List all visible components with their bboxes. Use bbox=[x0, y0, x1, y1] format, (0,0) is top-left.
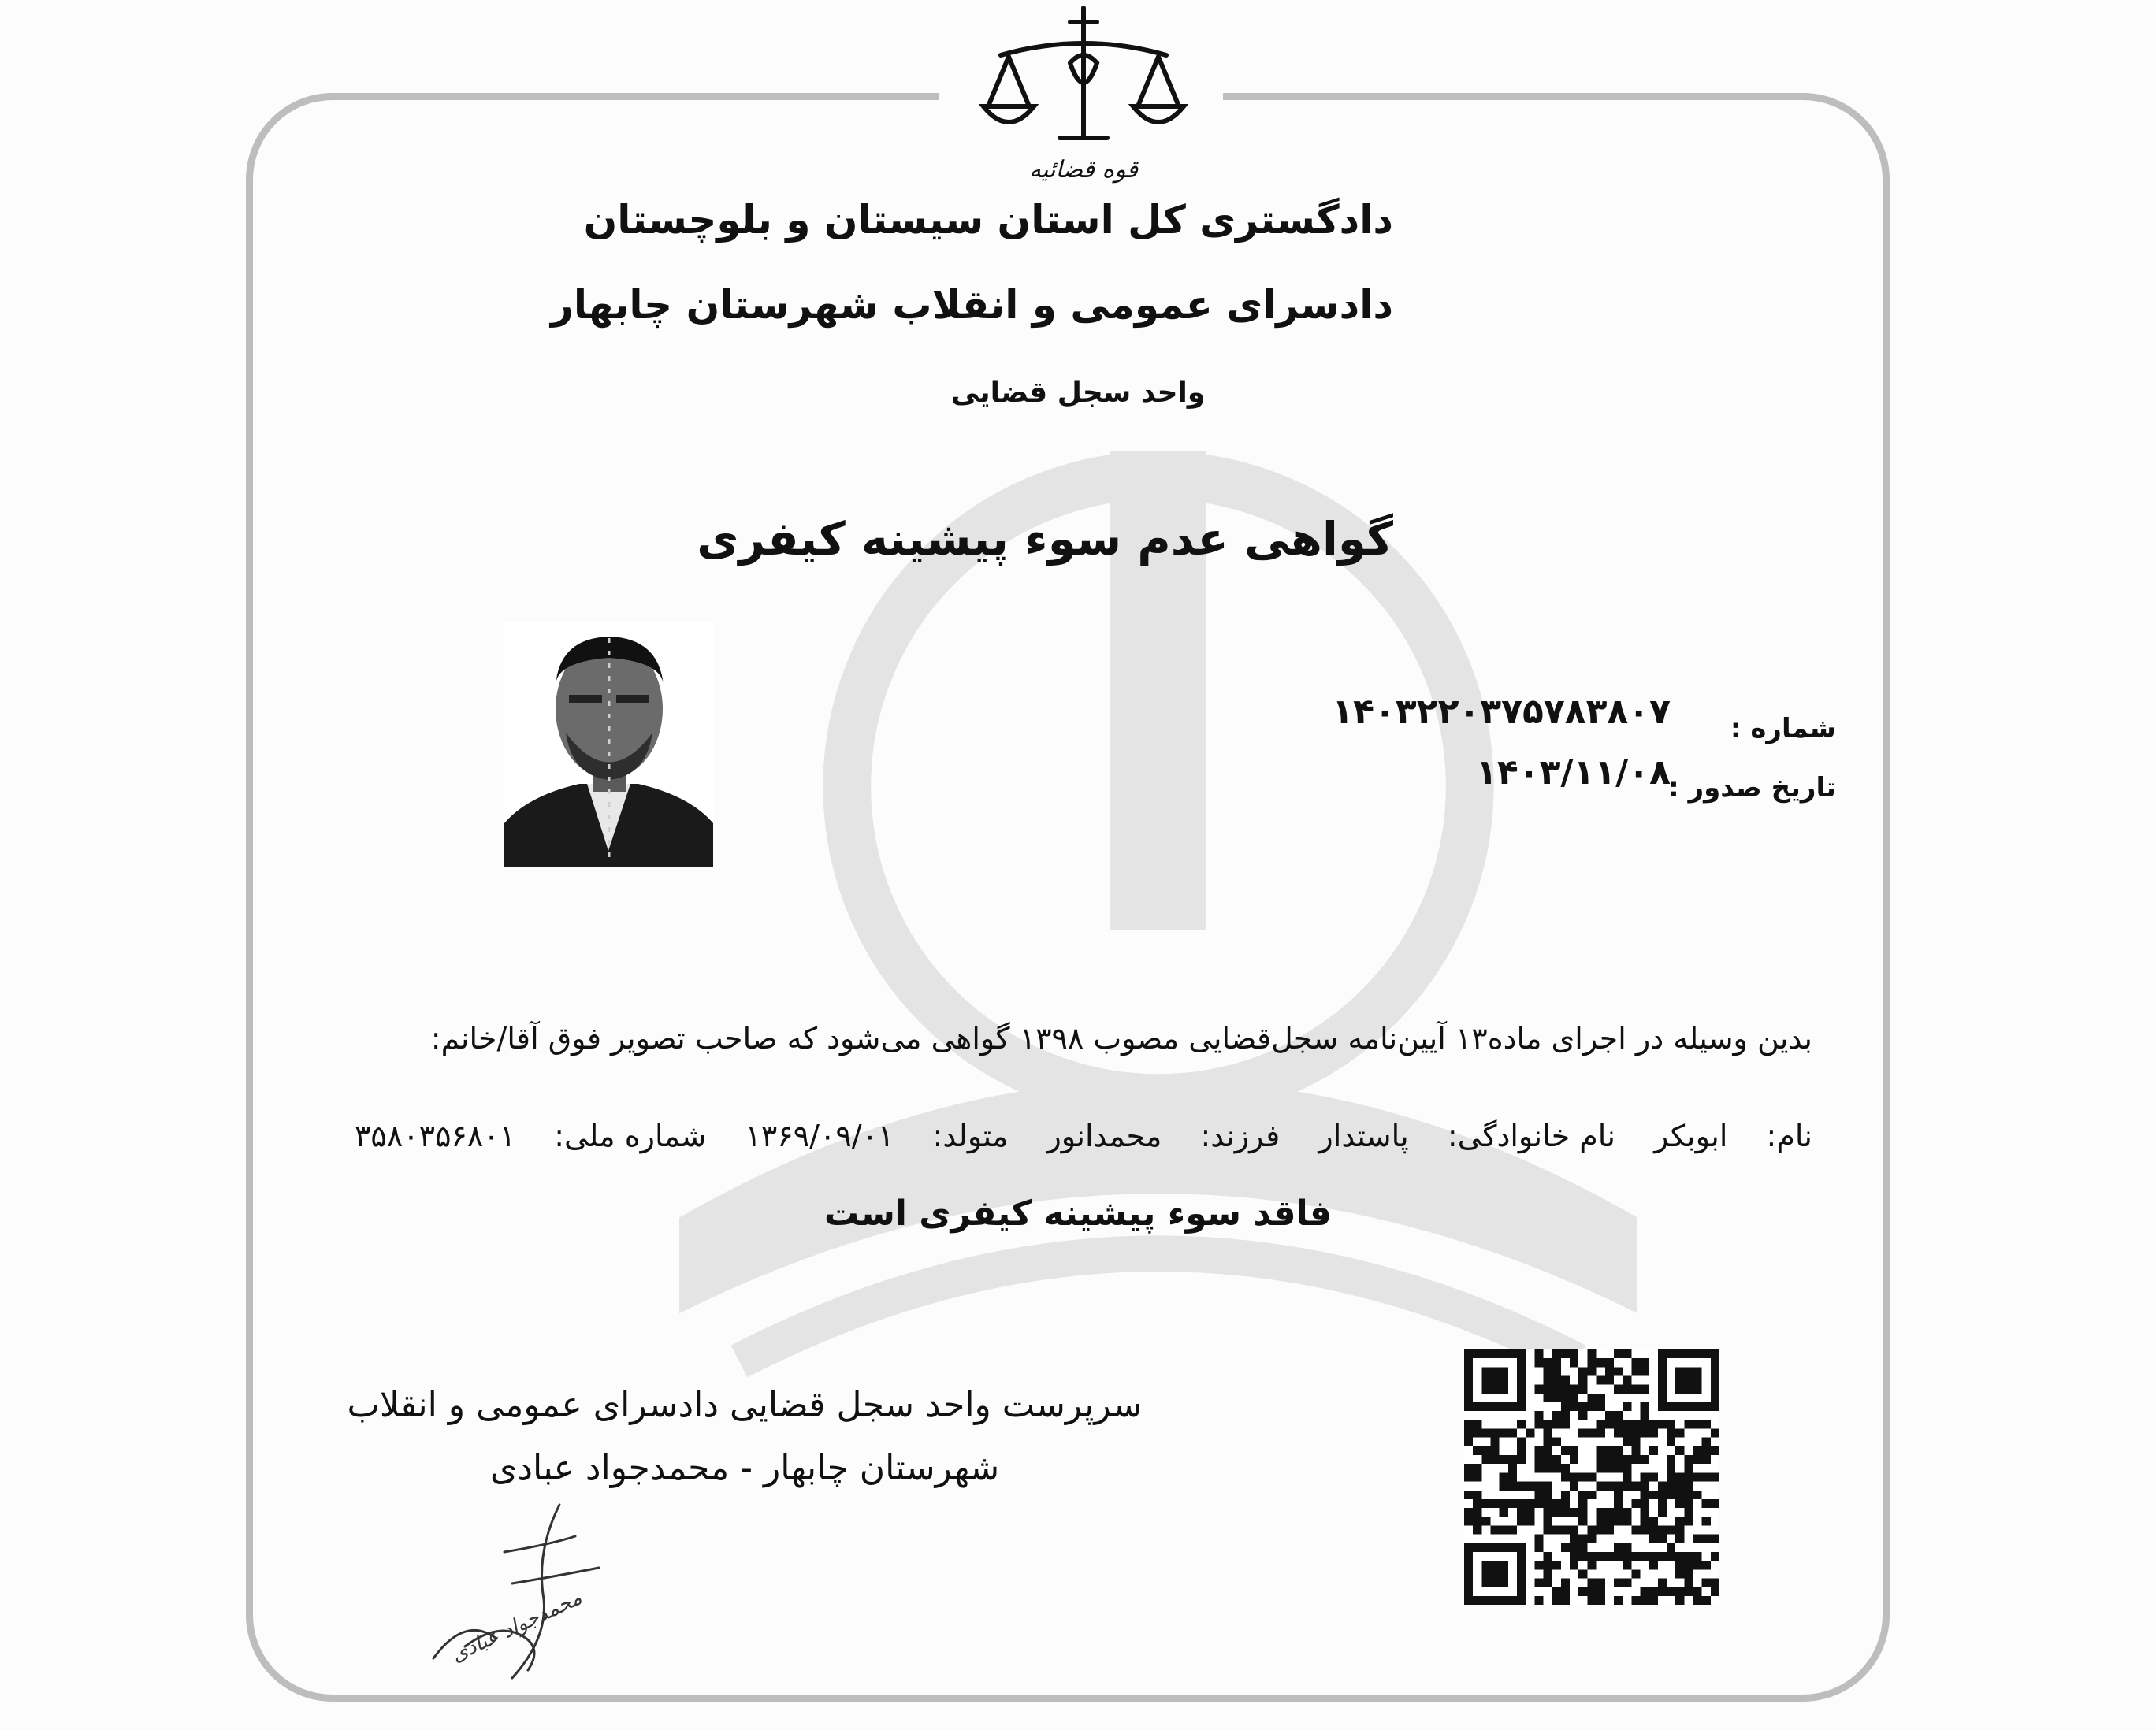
number-value: ۱۴۰۳۲۲۰۳۷۵۷۸۳۸۰۷ bbox=[1332, 692, 1671, 732]
name-label: نام: bbox=[1766, 1119, 1812, 1153]
qr-code-icon[interactable] bbox=[1464, 1347, 1719, 1607]
father-label: فرزند: bbox=[1200, 1119, 1281, 1153]
prosecutor-office: دادسرای عمومی و انقلاب شهرستان چابهار bbox=[551, 282, 1393, 328]
born-label: متولد: bbox=[932, 1119, 1009, 1153]
holder-photo bbox=[504, 622, 713, 867]
national-id-value: ۳۵۸۰۳۵۶۸۰۱ bbox=[355, 1119, 516, 1153]
signatory-name: شهرستان چابهار - محمدجواد عبادی bbox=[489, 1448, 1000, 1488]
unit-name: واحد سجل قضایی bbox=[950, 377, 1206, 409]
national-id-label: شماره ملی: bbox=[554, 1119, 707, 1153]
person-details bbox=[355, 1119, 1812, 1153]
family-label: نام خانوادگی: bbox=[1447, 1119, 1615, 1153]
father-value: محمدانور bbox=[1046, 1119, 1162, 1153]
number-label: شماره : bbox=[1730, 713, 1836, 744]
born-value: ۱۳۶۹/۰۹/۰۱ bbox=[745, 1119, 894, 1153]
handwritten-signature bbox=[418, 1489, 638, 1694]
intro-text: بدین وسیله در اجرای ماده۱۳ آیین‌نامه سجل‌قضایی مصوب ۱۳۹۸ گواهی می‌شود که صاحب تصویر فوق آقا/خانم: bbox=[430, 1021, 1812, 1056]
family-value: پاستدار bbox=[1318, 1119, 1409, 1153]
signatory-title: سرپرست واحد سجل قضایی دادسرای عمومی و انقلاب bbox=[347, 1385, 1143, 1425]
emblem-inscription: قوه قضائیه bbox=[1028, 156, 1139, 184]
court-name: دادگستری کل استان سیستان و بلوچستان bbox=[583, 197, 1393, 243]
date-value: ۱۴۰۳/۱۱/۰۸ bbox=[1476, 752, 1671, 793]
date-label: تاریخ صدور : bbox=[1668, 772, 1836, 804]
result-statement: فاقد سوء پیشینه کیفری است bbox=[824, 1194, 1332, 1234]
scales-of-justice-icon bbox=[977, 0, 1190, 189]
name-value: ابوبکر bbox=[1654, 1119, 1728, 1153]
signature-handwriting: محمدجواد عبادی bbox=[448, 1586, 586, 1668]
person-portrait-icon bbox=[504, 622, 713, 867]
certificate-title: گواهی عدم سوء پیشینه کیفری bbox=[697, 512, 1393, 566]
